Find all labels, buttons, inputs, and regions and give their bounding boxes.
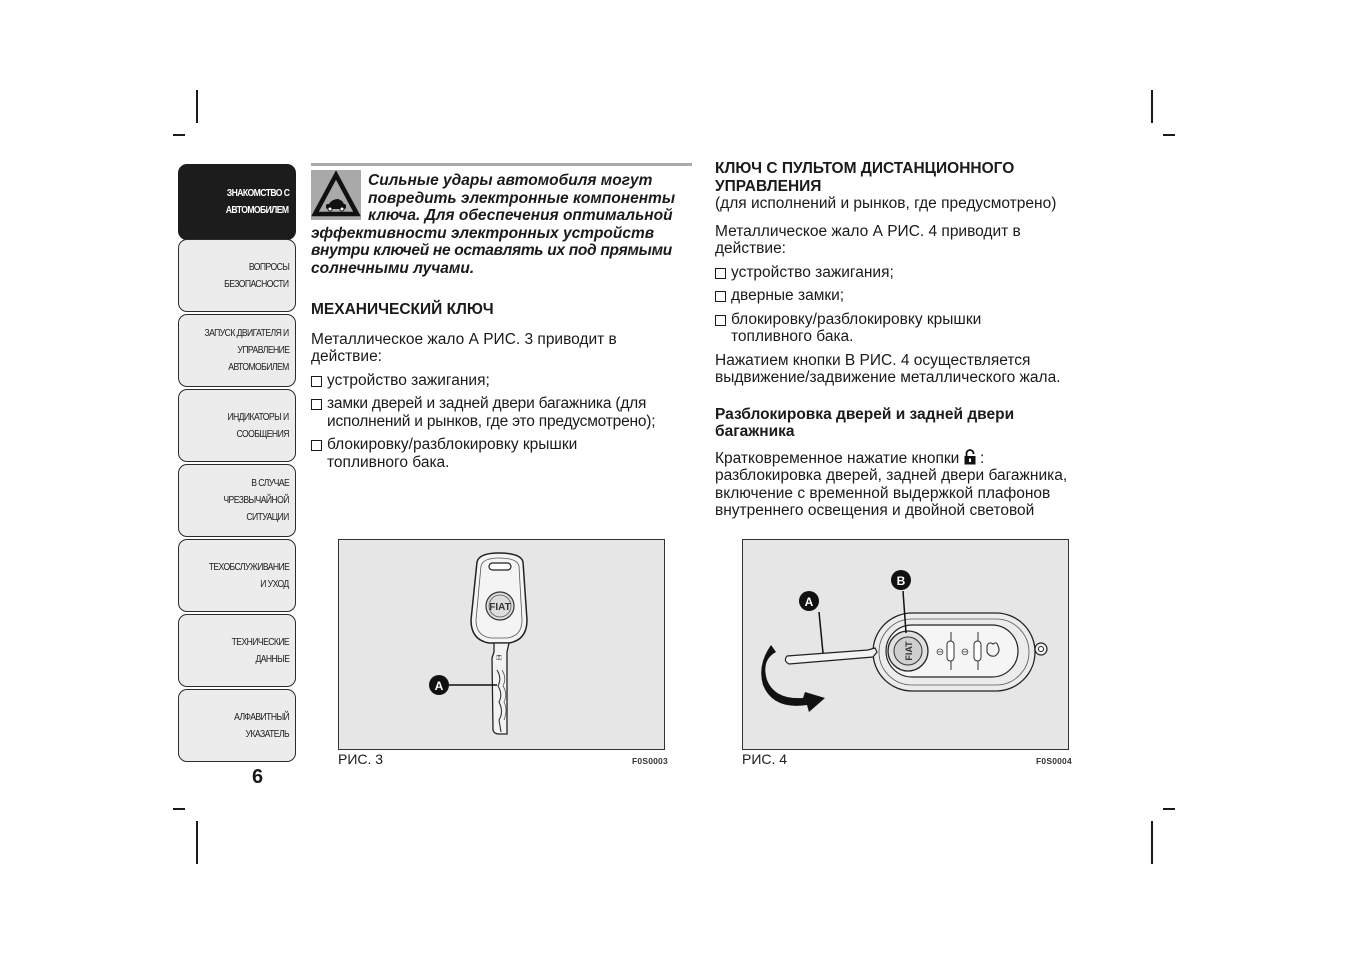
- svg-text:⚿: ⚿: [496, 655, 502, 662]
- list-item: [311, 372, 696, 390]
- remote-key-illustration: [743, 540, 1067, 748]
- remote-key-section: [715, 160, 1105, 520]
- paragraph-text: :: [979, 449, 985, 467]
- svg-text:FIAT: FIAT: [904, 641, 914, 661]
- tab-index[interactable]: [178, 689, 296, 762]
- warning-line: солнечными лучами.: [311, 259, 475, 277]
- paragraph-text: Кратковременное нажатие кнопки: [715, 449, 960, 467]
- crop-mark: [173, 134, 185, 136]
- checkbox-bullet-icon: [311, 399, 322, 410]
- list-item-text: блокировку/разблокировку крышки топливного бака.: [327, 436, 578, 471]
- svg-text:⊖: ⊖: [935, 647, 945, 658]
- list-item: [715, 287, 1105, 305]
- tab-label: ИНДИКАТОРЫ И: [227, 410, 289, 423]
- warning-rule: [311, 163, 692, 166]
- warning-line: ключа. Для обеспечения оптимальной: [368, 207, 673, 224]
- tab-label: УПРАВЛЕНИЕ: [236, 344, 289, 356]
- tab-safety[interactable]: [178, 239, 296, 312]
- checkbox-bullet-icon: [715, 315, 726, 326]
- paragraph: Нажатием кнопки В РИС. 4 осуществляется выдвижение/задвижение металлического жала.: [715, 351, 1061, 386]
- checkbox-bullet-icon: [311, 440, 322, 451]
- warning-line: Сильные удары автомобиля могут: [368, 172, 653, 189]
- list-item-text: дверные замки;: [731, 287, 845, 304]
- svg-text:FIAT: FIAT: [489, 602, 511, 613]
- warning-line: эффективности электронных устройств: [311, 224, 655, 242]
- tab-label: АВТОМОБИЛЕМ: [228, 361, 289, 373]
- unlock-padlock-icon: [964, 449, 976, 465]
- figure-4-code: F0S0004: [1036, 756, 1072, 766]
- tab-emergency[interactable]: [178, 464, 296, 537]
- figure-4-caption: РИС. 4: [742, 751, 788, 767]
- crop-mark: [173, 808, 185, 810]
- list-item: [311, 395, 696, 430]
- list-item-text: блокировку/разблокировку крышки топливного бака.: [731, 310, 982, 345]
- crop-mark: [1151, 90, 1153, 123]
- tab-maintenance[interactable]: [178, 539, 296, 612]
- checkbox-bullet-icon: [715, 268, 726, 279]
- crop-mark: [196, 90, 198, 123]
- tab-label: ТЕХНИЧЕСКИЕ: [231, 635, 289, 648]
- checkbox-bullet-icon: [311, 376, 322, 387]
- crop-mark: [1163, 134, 1175, 136]
- callout-a: A: [804, 595, 814, 609]
- page-number: 6: [252, 766, 264, 788]
- list-item-text: устройство зажигания;: [327, 371, 490, 389]
- callout-a: A: [434, 679, 444, 693]
- tab-indicators[interactable]: [178, 389, 296, 462]
- list-item: [715, 311, 1105, 346]
- tab-label: АВТОМОБИЛЕМ: [226, 204, 289, 216]
- crop-mark: [196, 821, 198, 864]
- tab-znakomstvo[interactable]: [178, 164, 296, 240]
- callout-b: B: [896, 574, 906, 588]
- mechanical-key-section: [311, 301, 696, 471]
- list-item-text: замки дверей и задней двери багажника (для исполнений и рынков, где это предусмотрено);: [327, 395, 656, 430]
- tab-technical-data[interactable]: [178, 614, 296, 687]
- checkbox-bullet-icon: [715, 291, 726, 302]
- tab-label: ЧРЕЗВЫЧАЙНОЙ: [223, 494, 289, 506]
- figure-3: [338, 539, 665, 750]
- figure-4: [742, 539, 1069, 750]
- tab-label: СИТУАЦИИ: [246, 511, 289, 523]
- tab-label: АЛФАВИТНЫЙ: [233, 710, 289, 723]
- tab-label: БЕЗОПАСНОСТИ: [224, 277, 289, 290]
- warning-text: [311, 172, 696, 277]
- figure-3-caption: РИС. 3: [338, 751, 384, 767]
- crop-mark: [1163, 808, 1175, 810]
- list-item: [715, 264, 1105, 282]
- tab-label: И УХОД: [260, 577, 289, 590]
- subheading: (для исполнений и рынков, где предусмотрено): [715, 195, 1057, 212]
- warning-line: внутри ключей не оставлять их под прямыми: [311, 242, 672, 259]
- section-heading: КЛЮЧ С ПУЛЬТОМ ДИСТАНЦИОННОГО УПРАВЛЕНИЯ: [715, 160, 1015, 195]
- tab-engine-start[interactable]: [178, 314, 296, 387]
- paragraph: Металлическое жало А РИС. 3 приводит в действие:: [311, 330, 617, 365]
- subsection-heading: Разблокировка дверей и задней двери багажника: [715, 405, 1015, 440]
- list-item: [311, 436, 696, 471]
- list-item-text: устройство зажигания;: [731, 263, 894, 281]
- crop-mark: [1151, 821, 1153, 864]
- tab-label: В СЛУЧАЕ: [251, 477, 289, 489]
- tab-label: ЗНАКОМСТВО С: [226, 187, 289, 199]
- warning-line: повредить электронные компоненты: [368, 189, 676, 207]
- tab-label: ЗАПУСК ДВИГАТЕЛЯ И: [204, 327, 289, 339]
- paragraph: [715, 449, 1105, 520]
- mechanical-key-illustration: [339, 540, 663, 748]
- figure-3-code: F0S0003: [632, 756, 668, 766]
- paragraph: Металлическое жало А РИС. 4 приводит в действие:: [715, 222, 1021, 257]
- tab-label: ВОПРОСЫ: [248, 260, 289, 273]
- svg-text:⊖: ⊖: [960, 647, 970, 658]
- section-heading: МЕХАНИЧЕСКИЙ КЛЮЧ: [311, 301, 494, 318]
- tab-label: ТЕХОБСЛУЖИВАНИЕ: [208, 560, 289, 573]
- paragraph-text: разблокировка дверей, задней двери багажника, включение с временной выдержкой плафонов внутреннего освещения и двойной световой: [715, 467, 1068, 519]
- tab-label: СООБЩЕНИЯ: [236, 427, 289, 440]
- tab-label: ДАННЫЕ: [255, 652, 289, 665]
- tab-label: УКАЗАТЕЛЬ: [245, 727, 289, 740]
